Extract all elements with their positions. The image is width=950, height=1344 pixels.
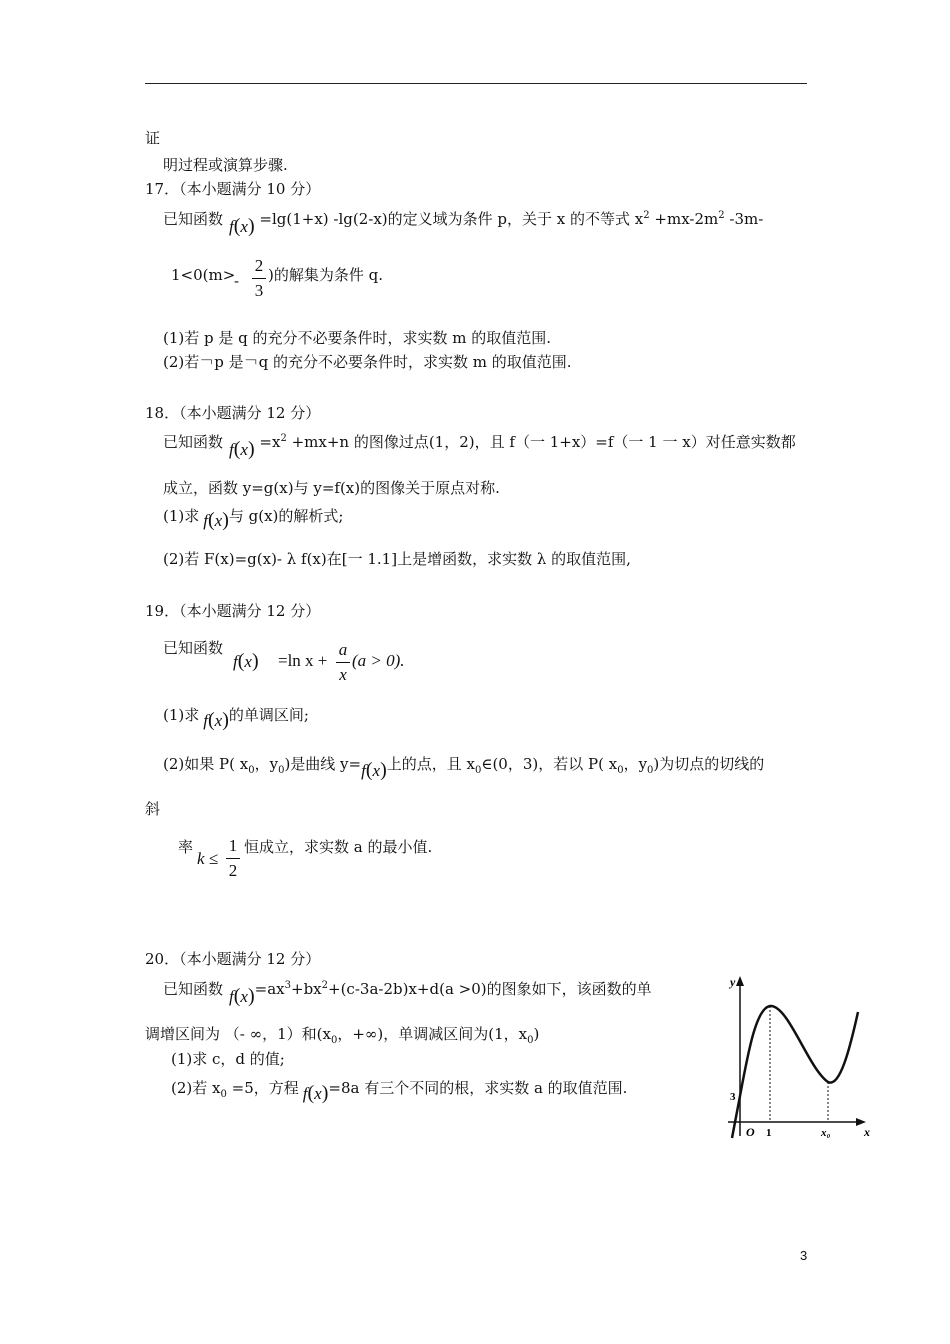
tick-label-3: 3 <box>730 1091 736 1103</box>
tick-label-1: 1 <box>766 1127 772 1139</box>
q18-line-2: 成立，函数 y=g(x)与 y=f(x)的图像关于原点对称. <box>163 479 500 497</box>
q19-part-1: (1)求 f(x)的单调区间; <box>163 706 309 731</box>
function-graph <box>718 968 878 1148</box>
q19-fx: f(x) <box>233 650 259 672</box>
q19-part-3b: 恒成立，求实数 a 的最小值. <box>244 838 433 856</box>
q19-fraction: a x <box>336 640 350 685</box>
q19-line-1a: 已知函数 <box>163 639 224 657</box>
q17-part-1: (1)若 p 是 q 的充分不必要条件时，求实数 m 的取值范围. <box>163 329 552 347</box>
q17-line-1: 已知函数 f(x) =lg(1+x) -lg(2-x)的定义域为条件 p，关于 x 的不等式 $x^2 +mx-2m^2$ -3m- <box>163 210 764 237</box>
q17-fraction: 2 3 <box>252 256 266 301</box>
tick-label-x0: x₀ <box>821 1127 831 1139</box>
cubic-curve <box>732 1006 858 1138</box>
q17-minus: - <box>234 272 240 290</box>
q20-line-2: 调增区间为 （- ∞，1）和($x_0$，+∞)，单调减区间为(1，$x_0$) <box>145 1025 540 1046</box>
q18-line-1: 已知函数 $f(x) =x^2 +mx+n$ 的图像过点(1，2)，且 f（一 1+x）=f（一 1 一 x）对任意实数都 <box>163 433 796 460</box>
q17-part-2: (2)若￢p 是￢q 的充分不必要条件时，求实数 m 的取值范围. <box>163 353 572 371</box>
intro-line-1: 证 <box>145 129 161 147</box>
q20-line-1: 已知函数 $f(x)=ax^3+bx^2+(c-3a-2b)x+d(a >0)$的图象如下，该函数的单 <box>163 980 652 1007</box>
q17-line-2a: 1<0(m> <box>171 266 236 284</box>
q19-part-3a: 率 <box>178 838 194 856</box>
q19-title: 19．（本小题满分 12 分） <box>145 602 321 620</box>
q19-eq-left: =ln x + <box>278 651 328 670</box>
q19-eq-right: (a > 0). <box>352 651 405 670</box>
q19-part-2: (2)如果 P( $x_0$，$y_0$)是曲线 y=f(x)上的点，且 $x_0\in(0$，3)，若以 P( $x_0$，$y_0$)为切点的切线的 <box>163 755 765 781</box>
header-rule <box>145 83 807 84</box>
intro-line-2: 明过程或演算步骤. <box>163 156 288 174</box>
y-axis-arrow <box>736 976 744 986</box>
origin-label: O <box>746 1125 755 1139</box>
q19-k-fraction: 1 2 <box>226 836 240 881</box>
q18-part-1: (1)求 f(x)与 g(x)的解析式; <box>163 507 344 531</box>
q19-k: k ≤ <box>197 849 219 868</box>
x-axis-label: x <box>864 1125 870 1139</box>
q18-title: 18．（本小题满分 12 分） <box>145 404 321 422</box>
q20-part-2: (2)若 $x_0 =5$，方程 f(x)=8a 有三个不同的根，求实数 a 的取值范围. <box>171 1079 628 1104</box>
page-number: 3 <box>800 1248 808 1263</box>
q17-title: 17．（本小题满分 10 分） <box>145 180 321 198</box>
q17-line-2b: )的解集为条件 q. <box>268 266 383 284</box>
q18-part-2: (2)若 F(x)=g(x)- λ f(x)在[一 1.1]上是增函数，求实数 λ 的取值范围, <box>163 550 631 568</box>
y-axis-label: y <box>730 975 736 989</box>
q19-part-2-cont: 斜 <box>145 800 161 818</box>
q20-part-1: (1)求 c，d 的值; <box>171 1050 285 1068</box>
q20-title: 20．（本小题满分 12 分） <box>145 950 321 968</box>
fx-expression: f(x) <box>229 215 255 237</box>
